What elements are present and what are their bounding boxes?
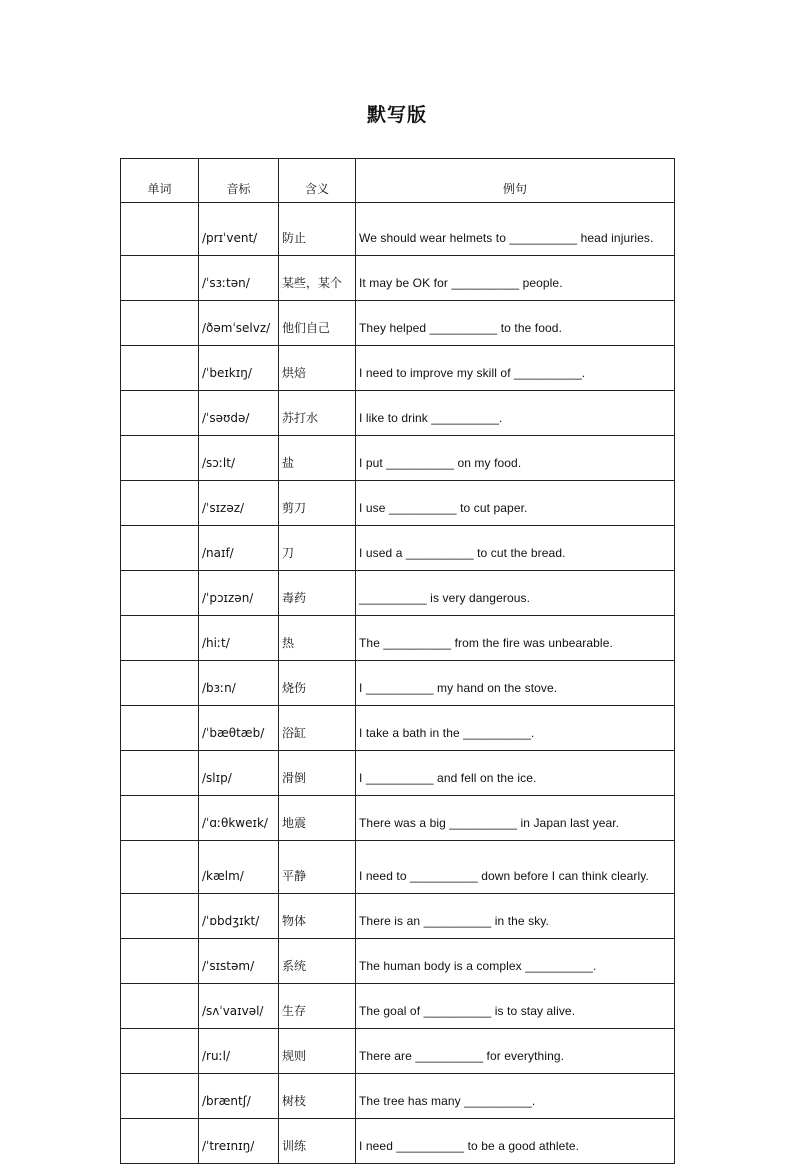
- vocabulary-table: [120, 158, 675, 1164]
- table-row: [121, 1029, 675, 1074]
- phonetic-cell: /ˈbæθtæb/: [199, 706, 279, 751]
- word-cell[interactable]: [121, 481, 199, 526]
- table-row: [121, 256, 675, 301]
- phonetic-cell: /kælm/: [199, 841, 279, 894]
- phonetic-cell: /ˈpɔɪzən/: [199, 571, 279, 616]
- phonetic-cell: /ˈɒbdʒɪkt/: [199, 894, 279, 939]
- table-row: [121, 661, 675, 706]
- example-sentence-cell: I take a bath in the __________.: [356, 706, 675, 751]
- word-cell[interactable]: [121, 796, 199, 841]
- word-cell[interactable]: [121, 203, 199, 256]
- phonetic-cell: /ˈbeɪkɪŋ/: [199, 346, 279, 391]
- example-sentence-cell: The __________ from the fire was unbearable.: [356, 616, 675, 661]
- word-cell[interactable]: [121, 616, 199, 661]
- example-sentence-cell: They helped __________ to the food.: [356, 301, 675, 346]
- word-cell[interactable]: [121, 984, 199, 1029]
- column-header-example: 例句: [356, 159, 675, 203]
- phonetic-cell: /bræntʃ/: [199, 1074, 279, 1119]
- phonetic-cell: /ˈsɪzəz/: [199, 481, 279, 526]
- table-row: [121, 346, 675, 391]
- phonetic-cell: /ˈsɪstəm/: [199, 939, 279, 984]
- table-row: [121, 1119, 675, 1164]
- meaning-cell: 他们自己: [279, 301, 356, 346]
- meaning-cell: 烧伤: [279, 661, 356, 706]
- example-sentence-cell: We should wear helmets to __________ head injuries.: [356, 203, 675, 256]
- example-sentence-cell: It may be OK for __________ people.: [356, 256, 675, 301]
- phonetic-cell: /sɔːlt/: [199, 436, 279, 481]
- word-cell[interactable]: [121, 894, 199, 939]
- example-sentence-cell: The goal of __________ is to stay alive.: [356, 984, 675, 1029]
- word-cell[interactable]: [121, 526, 199, 571]
- phonetic-cell: /naɪf/: [199, 526, 279, 571]
- table-row: [121, 526, 675, 571]
- word-cell[interactable]: [121, 301, 199, 346]
- phonetic-cell: /ˈsəʊdə/: [199, 391, 279, 436]
- example-sentence-cell: I like to drink __________.: [356, 391, 675, 436]
- word-cell[interactable]: [121, 391, 199, 436]
- meaning-cell: 浴缸: [279, 706, 356, 751]
- meaning-cell: 剪刀: [279, 481, 356, 526]
- meaning-cell: 苏打水: [279, 391, 356, 436]
- meaning-cell: 物体: [279, 894, 356, 939]
- table-row: [121, 894, 675, 939]
- example-sentence-cell: I __________ and fell on the ice.: [356, 751, 675, 796]
- phonetic-cell: /hiːt/: [199, 616, 279, 661]
- table-row: [121, 616, 675, 661]
- table-body: [121, 203, 675, 1164]
- meaning-cell: 毒药: [279, 571, 356, 616]
- meaning-cell: 训练: [279, 1119, 356, 1164]
- table-row: [121, 1074, 675, 1119]
- example-sentence-cell: The tree has many __________.: [356, 1074, 675, 1119]
- example-sentence-cell: The human body is a complex __________.: [356, 939, 675, 984]
- phonetic-cell: /ðəmˈselvz/: [199, 301, 279, 346]
- meaning-cell: 烘焙: [279, 346, 356, 391]
- word-cell[interactable]: [121, 1074, 199, 1119]
- page-title: 默写版: [366, 104, 427, 126]
- table-header-row: [121, 159, 675, 203]
- word-cell[interactable]: [121, 346, 199, 391]
- phonetic-cell: /sʌˈvaɪvəl/: [199, 984, 279, 1029]
- example-sentence-cell: __________ is very dangerous.: [356, 571, 675, 616]
- phonetic-cell: /ˈɑːθkweɪk/: [199, 796, 279, 841]
- example-sentence-cell: I __________ my hand on the stove.: [356, 661, 675, 706]
- phonetic-cell: /slɪp/: [199, 751, 279, 796]
- example-sentence-cell: There was a big __________ in Japan last year.: [356, 796, 675, 841]
- meaning-cell: 滑倒: [279, 751, 356, 796]
- phonetic-cell: /ˈsɜːtən/: [199, 256, 279, 301]
- word-cell[interactable]: [121, 706, 199, 751]
- meaning-cell: 生存: [279, 984, 356, 1029]
- phonetic-cell: /prɪˈvent/: [199, 203, 279, 256]
- meaning-cell: 系统: [279, 939, 356, 984]
- example-sentence-cell: I used a __________ to cut the bread.: [356, 526, 675, 571]
- phonetic-cell: /ˈtreɪnɪŋ/: [199, 1119, 279, 1164]
- meaning-cell: 热: [279, 616, 356, 661]
- table-row: [121, 301, 675, 346]
- table-row: [121, 939, 675, 984]
- meaning-cell: 某些，某个: [279, 256, 356, 301]
- table-row: [121, 751, 675, 796]
- meaning-cell: 地震: [279, 796, 356, 841]
- table-row: [121, 436, 675, 481]
- word-cell[interactable]: [121, 661, 199, 706]
- example-sentence-cell: I need to improve my skill of __________.: [356, 346, 675, 391]
- word-cell[interactable]: [121, 1119, 199, 1164]
- word-cell[interactable]: [121, 939, 199, 984]
- example-sentence-cell: I use __________ to cut paper.: [356, 481, 675, 526]
- example-sentence-cell: I need to __________ down before I can think clearly.: [356, 841, 675, 894]
- table-row: [121, 796, 675, 841]
- word-cell[interactable]: [121, 571, 199, 616]
- meaning-cell: 防止: [279, 203, 356, 256]
- table-row: [121, 481, 675, 526]
- phonetic-cell: /bɜːn/: [199, 661, 279, 706]
- example-sentence-cell: There are __________ for everything.: [356, 1029, 675, 1074]
- word-cell[interactable]: [121, 751, 199, 796]
- table-row: [121, 984, 675, 1029]
- word-cell[interactable]: [121, 256, 199, 301]
- column-header-meaning: 含义: [279, 159, 356, 203]
- table-row: [121, 203, 675, 256]
- meaning-cell: 平静: [279, 841, 356, 894]
- word-cell[interactable]: [121, 436, 199, 481]
- table-row: [121, 706, 675, 751]
- table-row: [121, 391, 675, 436]
- column-header-phonetic: 音标: [199, 159, 279, 203]
- word-cell[interactable]: [121, 1029, 199, 1074]
- table-row: [121, 571, 675, 616]
- table-row: [121, 841, 675, 894]
- word-cell[interactable]: [121, 841, 199, 894]
- meaning-cell: 刀: [279, 526, 356, 571]
- meaning-cell: 树枝: [279, 1074, 356, 1119]
- column-header-word: 单词: [121, 159, 199, 203]
- phonetic-cell: /ruːl/: [199, 1029, 279, 1074]
- example-sentence-cell: I put __________ on my food.: [356, 436, 675, 481]
- example-sentence-cell: There is an __________ in the sky.: [356, 894, 675, 939]
- meaning-cell: 盐: [279, 436, 356, 481]
- example-sentence-cell: I need __________ to be a good athlete.: [356, 1119, 675, 1164]
- meaning-cell: 规则: [279, 1029, 356, 1074]
